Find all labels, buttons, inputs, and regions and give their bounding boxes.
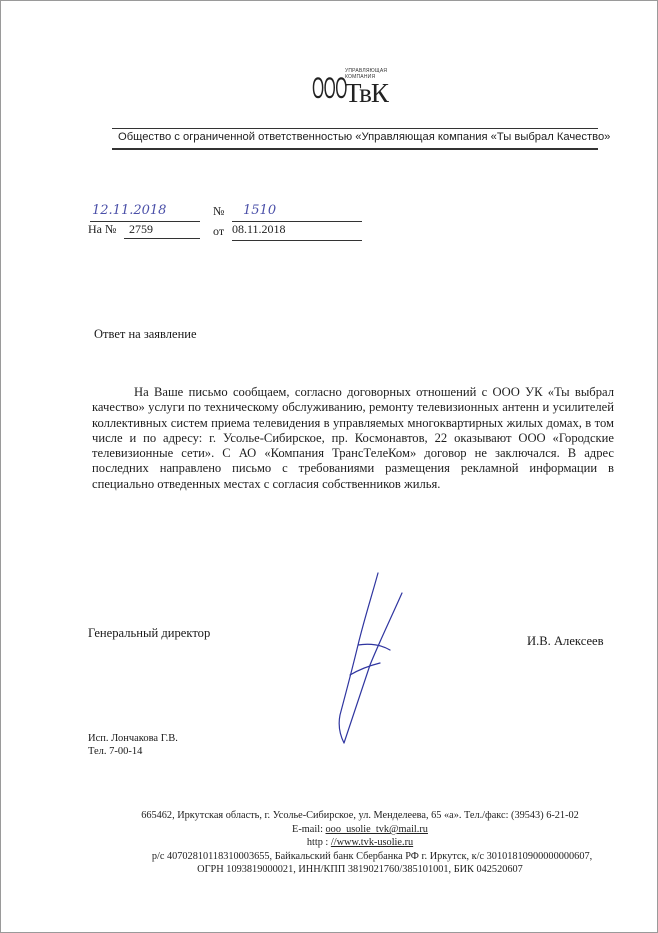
in-reply-date-underline <box>232 240 362 241</box>
company-logo <box>312 66 392 114</box>
footer-email-line <box>80 824 640 835</box>
footer-bank: р/с 40702810118310003655, Байкальский банк Сбербанка РФ г. Иркутск, к/с 30101810900000000607, <box>151 851 593 862</box>
logo-ooo: ООО <box>312 72 347 105</box>
footer-url-link[interactable]: //www.tvk-usolie.ru <box>330 837 414 848</box>
signer-position: Генеральный директор <box>88 626 211 640</box>
logo-brand: ТвК <box>345 78 388 108</box>
company-name: Общество с ограниченной ответственностью «Управляющая компания «Ты выбрал Качество» <box>118 131 611 143</box>
signer-name: И.В. Алексеев <box>527 634 604 648</box>
header-rule-top <box>112 128 598 129</box>
letter-body: На Ваше письмо сообщаем, согласно договорных отношений с ООО УК «Ты выбрал качество» услуги по техническому обслуживанию, ремонту телевизионных антенн и усилителей коллективных систем приема телевидения в управляемых многоквартирных жилых домах, в том числе и по адресу: г. Усолье-Сибирское, пр. Космонавтов, 22 оказывают ООО «Городские телевизионные сети». С АО «Компания ТрансТелеКом» договор не заключался. В адрес последних направлено письмо с требованиями размещения рекламной информации в специально отведенных местах с согласия собственников жилья. <box>92 385 614 491</box>
letter-subject: Ответ на заявление <box>94 327 197 341</box>
footer-email-link[interactable]: ooo_usolie_tvk@mail.ru <box>325 824 428 835</box>
outgoing-number-label: № <box>213 204 225 218</box>
footer-url-line <box>80 837 640 848</box>
executor-name: Исп. Лончакова Г.В. <box>88 733 178 744</box>
footer-url-label: http : <box>306 837 329 848</box>
in-reply-number: 2759 <box>129 222 153 236</box>
in-reply-date: 08.11.2018 <box>232 222 286 236</box>
in-reply-number-underline <box>124 238 200 239</box>
header-rule-bottom <box>112 148 598 150</box>
from-label: от <box>213 224 225 238</box>
handwritten-signature <box>320 565 420 745</box>
in-reply-label: На № <box>88 222 117 236</box>
handwritten-date: 12.11.2018 <box>92 203 167 218</box>
handwritten-number: 1510 <box>243 203 277 218</box>
footer-email-label: E-mail: <box>292 824 323 835</box>
executor-phone: Тел. 7-00-14 <box>88 746 143 757</box>
logo-subtitle: УПРАВЛЯЮЩАЯ КОМПАНИЯ <box>345 68 388 80</box>
footer-address: 665462, Иркутская область, г. Усолье-Сибирское, ул. Менделеева, 65 «а». Тел./факс: (39543) 6-21-02 <box>141 810 579 821</box>
footer-registry: ОГРН 1093819000021, ИНН/КПП 3819021760/385101001, БИК 042520607 <box>197 864 523 875</box>
